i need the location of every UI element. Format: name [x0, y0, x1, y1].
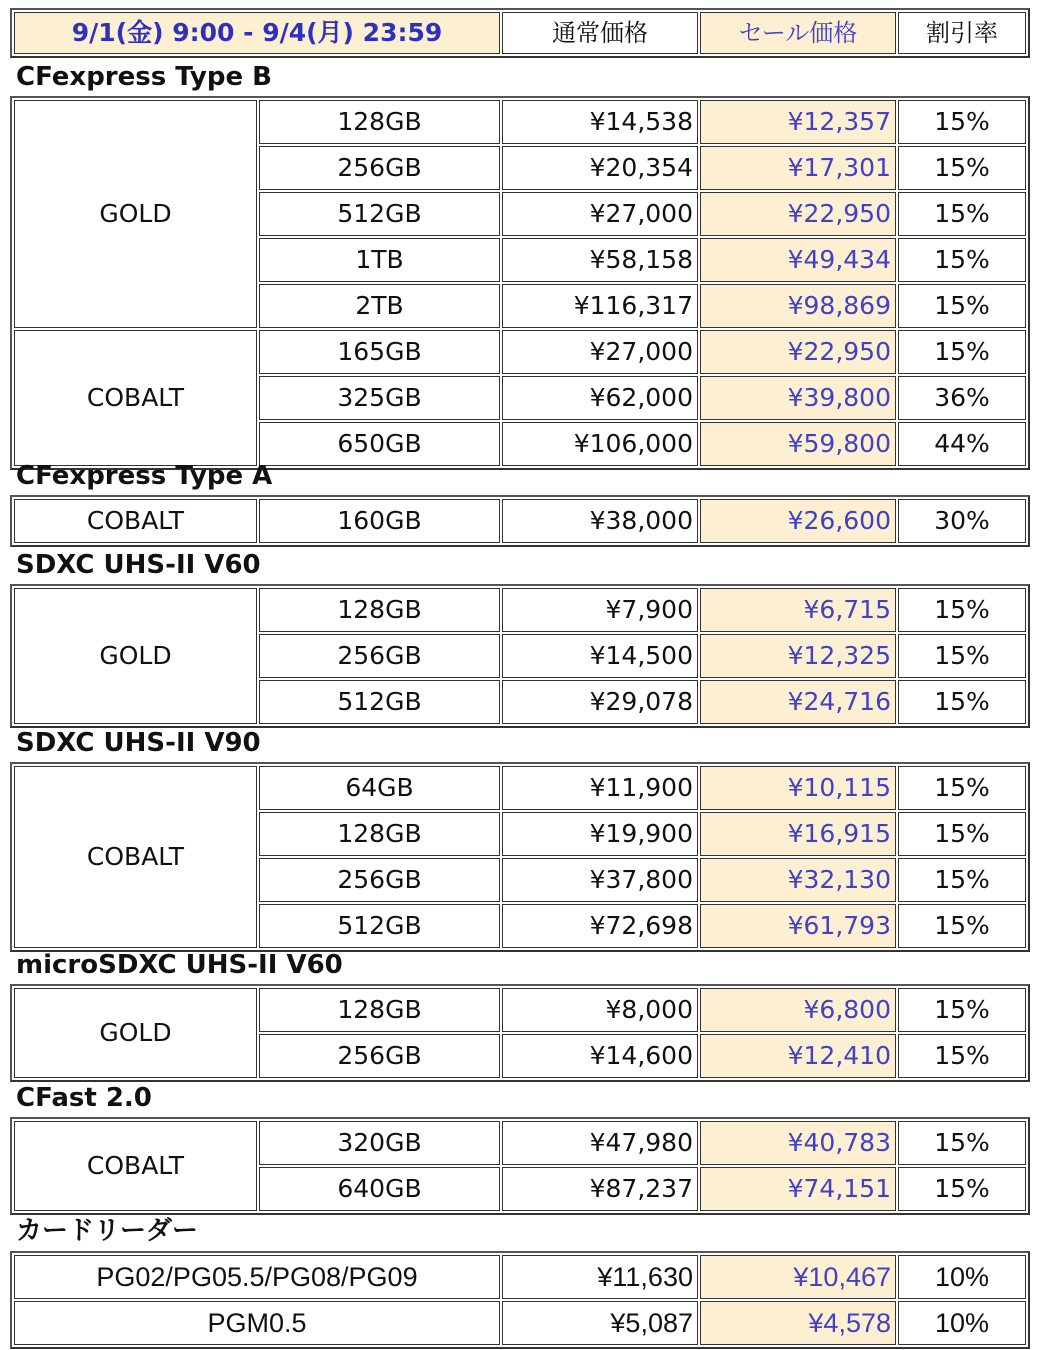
sale-price-cell: ¥12,325 — [700, 634, 896, 678]
sale-price-cell: ¥32,130 — [700, 858, 896, 902]
price-table — [10, 495, 1030, 547]
normal-price-cell: ¥8,000 — [502, 988, 698, 1032]
price-table — [10, 984, 1030, 1082]
capacity-cell: 2TB — [259, 284, 500, 328]
discount-rate-cell: 30% — [898, 499, 1026, 543]
capacity-cell: 320GB — [259, 1121, 500, 1165]
sale-price-cell: ¥59,800 — [700, 422, 896, 466]
normal-price-cell: ¥27,000 — [502, 330, 698, 374]
normal-price-cell: ¥87,237 — [502, 1167, 698, 1211]
section-title: CFexpress Type B — [16, 62, 272, 92]
normal-price-cell: ¥47,980 — [502, 1121, 698, 1165]
capacity-cell: 650GB — [259, 422, 500, 466]
brand-cell: GOLD — [14, 988, 257, 1078]
normal-price-cell: ¥20,354 — [502, 146, 698, 190]
sale-price-cell: ¥10,467 — [700, 1255, 896, 1299]
capacity-cell: 512GB — [259, 680, 500, 724]
normal-price-cell: ¥37,800 — [502, 858, 698, 902]
sale-price-cell: ¥22,950 — [700, 330, 896, 374]
sale-price-cell: ¥4,578 — [700, 1301, 896, 1345]
table-row — [14, 988, 1026, 1032]
table-row — [14, 499, 1026, 543]
sale-price-cell: ¥6,715 — [700, 588, 896, 632]
capacity-cell: 512GB — [259, 192, 500, 236]
price-table — [10, 762, 1030, 952]
section-title: CFexpress Type A — [16, 461, 273, 491]
normal-price-cell: ¥62,000 — [502, 376, 698, 420]
capacity-cell: 640GB — [259, 1167, 500, 1211]
section-title: SDXC UHS-II V90 — [16, 728, 261, 758]
sale-price-cell: ¥24,716 — [700, 680, 896, 724]
sale-period: 9/1(金) 9:00 - 9/4(月) 23:59 — [14, 12, 500, 54]
normal-price-cell: ¥72,698 — [502, 904, 698, 948]
normal-price-cell: ¥14,538 — [502, 100, 698, 144]
brand-cell: COBALT — [14, 330, 257, 466]
model-cell: PG02/PG05.5/PG08/PG09 — [14, 1255, 500, 1299]
section-title-card-reader: カードリーダー — [16, 1216, 199, 1246]
normal-price-cell: ¥27,000 — [502, 192, 698, 236]
section-title: SDXC UHS-II V60 — [16, 550, 261, 580]
discount-rate-cell: 15% — [898, 1034, 1026, 1078]
model-cell: PGM0.5 — [14, 1301, 500, 1345]
discount-rate-header: 割引率 — [898, 12, 1026, 54]
table-row — [14, 1255, 1026, 1299]
normal-price-cell: ¥106,000 — [502, 422, 698, 466]
brand-cell: COBALT — [14, 766, 257, 948]
discount-rate-cell: 15% — [898, 238, 1026, 282]
brand-cell: GOLD — [14, 588, 257, 724]
capacity-cell: 128GB — [259, 988, 500, 1032]
discount-rate-cell: 15% — [898, 858, 1026, 902]
capacity-cell: 160GB — [259, 499, 500, 543]
normal-price-cell: ¥14,600 — [502, 1034, 698, 1078]
capacity-cell: 256GB — [259, 634, 500, 678]
section-title: CFast 2.0 — [16, 1083, 152, 1113]
normal-price-cell: ¥14,500 — [502, 634, 698, 678]
sale-price-cell: ¥74,151 — [700, 1167, 896, 1211]
sale-price-cell: ¥98,869 — [700, 284, 896, 328]
card-reader-table — [10, 1251, 1030, 1349]
normal-price-cell: ¥29,078 — [502, 680, 698, 724]
sale-price-cell: ¥61,793 — [700, 904, 896, 948]
table-row — [14, 100, 1026, 144]
discount-rate-cell: 10% — [898, 1301, 1026, 1345]
normal-price-cell: ¥5,087 — [502, 1301, 698, 1345]
discount-rate-cell: 44% — [898, 422, 1026, 466]
price-table — [10, 1117, 1030, 1215]
normal-price-cell: ¥7,900 — [502, 588, 698, 632]
brand-cell: COBALT — [14, 1121, 257, 1211]
table-row — [14, 330, 1026, 374]
brand-cell: GOLD — [14, 100, 257, 328]
discount-rate-cell: 15% — [898, 100, 1026, 144]
sale-header-table — [10, 8, 1030, 58]
table-row — [14, 766, 1026, 810]
normal-price-cell: ¥19,900 — [502, 812, 698, 856]
discount-rate-cell: 15% — [898, 1121, 1026, 1165]
capacity-cell: 64GB — [259, 766, 500, 810]
capacity-cell: 256GB — [259, 858, 500, 902]
discount-rate-cell: 15% — [898, 634, 1026, 678]
sale-price-cell: ¥16,915 — [700, 812, 896, 856]
table-row — [14, 1301, 1026, 1345]
normal-price-cell: ¥11,630 — [502, 1255, 698, 1299]
sale-price-cell: ¥6,800 — [700, 988, 896, 1032]
sale-price-cell: ¥12,357 — [700, 100, 896, 144]
sale-price-cell: ¥49,434 — [700, 238, 896, 282]
capacity-cell: 256GB — [259, 146, 500, 190]
capacity-cell: 256GB — [259, 1034, 500, 1078]
capacity-cell: 128GB — [259, 588, 500, 632]
capacity-cell: 128GB — [259, 812, 500, 856]
normal-price-cell: ¥58,158 — [502, 238, 698, 282]
brand-cell: COBALT — [14, 499, 257, 543]
sale-price-cell: ¥22,950 — [700, 192, 896, 236]
discount-rate-cell: 15% — [898, 588, 1026, 632]
discount-rate-cell: 15% — [898, 812, 1026, 856]
discount-rate-cell: 15% — [898, 284, 1026, 328]
discount-rate-cell: 15% — [898, 766, 1026, 810]
discount-rate-cell: 15% — [898, 192, 1026, 236]
price-table — [10, 96, 1030, 470]
sale-price-cell: ¥26,600 — [700, 499, 896, 543]
discount-rate-cell: 15% — [898, 904, 1026, 948]
normal-price-cell: ¥116,317 — [502, 284, 698, 328]
capacity-cell: 128GB — [259, 100, 500, 144]
price-table — [10, 584, 1030, 728]
discount-rate-cell: 15% — [898, 1167, 1026, 1211]
capacity-cell: 1TB — [259, 238, 500, 282]
discount-rate-cell: 36% — [898, 376, 1026, 420]
normal-price-header: 通常価格 — [502, 12, 698, 54]
table-row — [14, 588, 1026, 632]
discount-rate-cell: 15% — [898, 330, 1026, 374]
discount-rate-cell: 15% — [898, 680, 1026, 724]
sale-price-cell: ¥17,301 — [700, 146, 896, 190]
capacity-cell: 512GB — [259, 904, 500, 948]
normal-price-cell: ¥11,900 — [502, 766, 698, 810]
discount-rate-cell: 15% — [898, 988, 1026, 1032]
capacity-cell: 165GB — [259, 330, 500, 374]
sale-price-cell: ¥40,783 — [700, 1121, 896, 1165]
discount-rate-cell: 15% — [898, 146, 1026, 190]
discount-rate-cell: 10% — [898, 1255, 1026, 1299]
capacity-cell: 325GB — [259, 376, 500, 420]
sale-price-cell: ¥12,410 — [700, 1034, 896, 1078]
sale-price-header: セール価格 — [700, 12, 896, 54]
sale-price-cell: ¥39,800 — [700, 376, 896, 420]
section-title: microSDXC UHS-II V60 — [16, 950, 343, 980]
table-row — [14, 1121, 1026, 1165]
sale-price-cell: ¥10,115 — [700, 766, 896, 810]
normal-price-cell: ¥38,000 — [502, 499, 698, 543]
